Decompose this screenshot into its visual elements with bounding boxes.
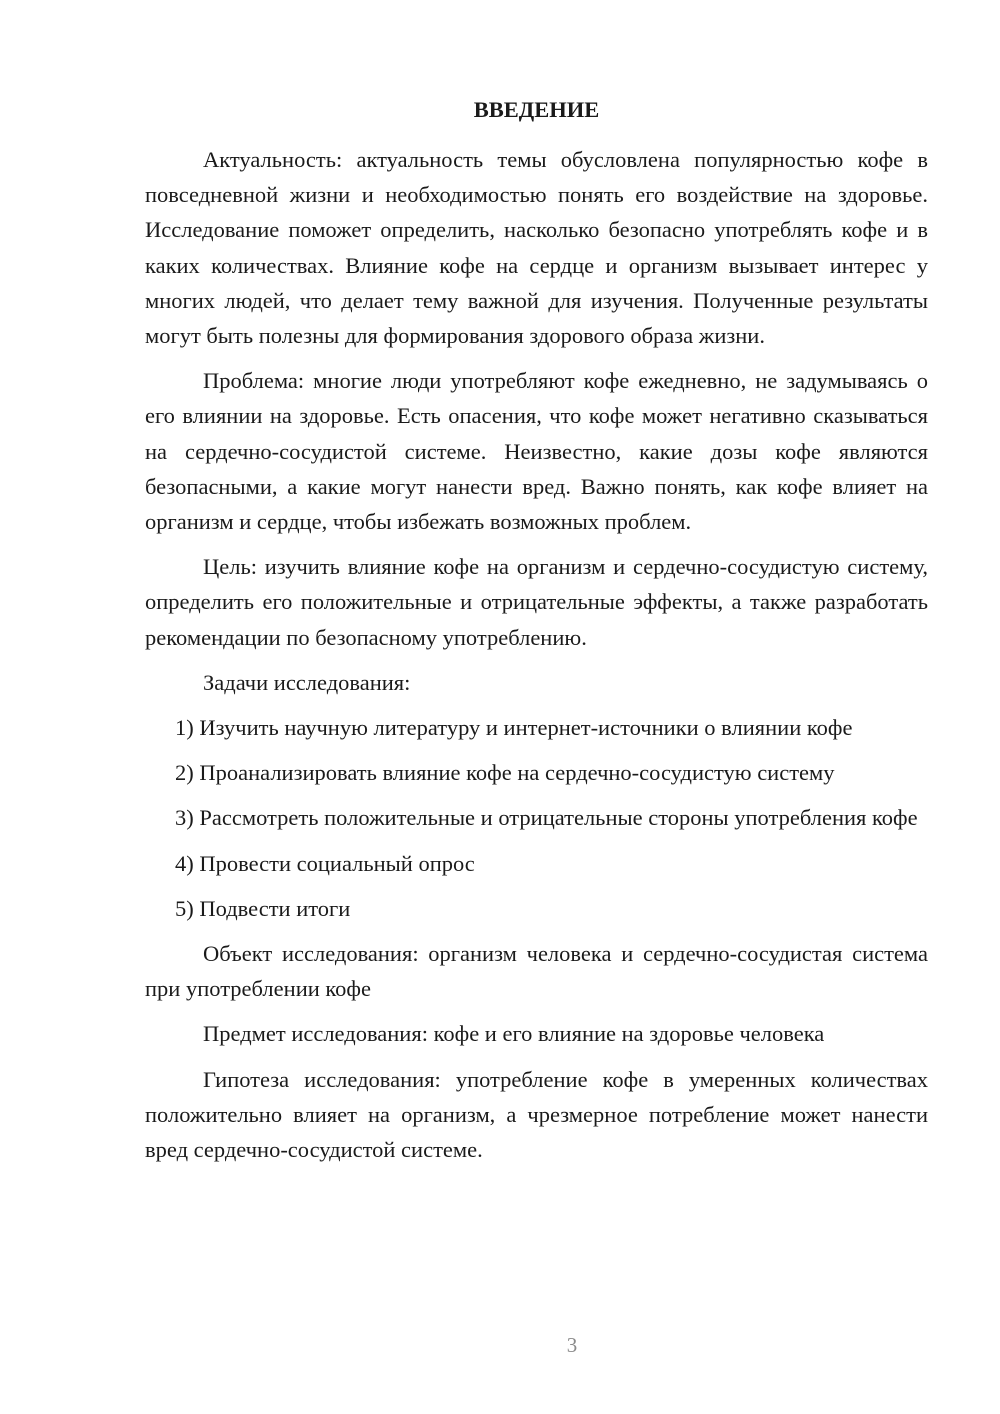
task-item-3: 3) Рассмотреть положительные и отрицательные стороны употребления кофе	[175, 805, 918, 831]
paragraph-problem: Проблема: многие люди употребляют кофе ежедневно, не задумываясь о его влиянии на здоровье. Есть опасения, что кофе может негативно сказываться на сердечно-сосудистой системе. Неизвестно, какие дозы кофе являются безопасными, а какие могут нанести вред. Важно понять, как кофе влияет на организм и сердце, чтобы избежать возможных проблем.	[145, 368, 928, 535]
tasks-heading: Задачи исследования:	[203, 669, 411, 695]
paragraph-subject: Предмет исследования: кофе и его влияние на здоровье человека	[203, 1021, 825, 1047]
task-item-1: 1) Изучить научную литературу и интернет-источники о влиянии кофе	[175, 715, 853, 741]
document-body	[145, 142, 928, 1177]
page-number: 3	[566, 1333, 578, 1357]
document-page	[145, 0, 928, 1414]
paragraph-goal: Цель: изучить влияние кофе на организм и сердечно-сосудистую систему, определить его положительные и отрицательные эффекты, а также разработать рекомендации по безопасному употреблению.	[145, 554, 928, 650]
task-item-5: 5) Подвести итоги	[175, 895, 351, 921]
task-item-4: 4) Провести социальный опрос	[175, 850, 475, 876]
paragraph-relevance: Актуальность: актуальность темы обусловлена популярностью кофе в повседневной жизни и необходимостью понять его воздействие на здоровье. Исследование поможет определить, насколько безопасно употреблять кофе и в каких количествах. Влияние кофе на сердце и организм вызывает интерес у многих людей, что делает тему важной для изучения. Полученные результаты могут быть полезны для формирования здорового образа жизни.	[145, 147, 928, 349]
task-item-2: 2) Проанализировать влияние кофе на сердечно-сосудистую систему	[175, 760, 835, 786]
page-title: ВВЕДЕНИЕ	[473, 97, 600, 122]
paragraph-object: Объект исследования: организм человека и сердечно-сосудистая система при употреблении кофе	[145, 941, 928, 1002]
paragraph-hypothesis: Гипотеза исследования: употребление кофе в умеренных количествах положительно влияет на организм, а чрезмерное потребление может нанести вред сердечно-сосудистой системе.	[145, 1066, 928, 1163]
